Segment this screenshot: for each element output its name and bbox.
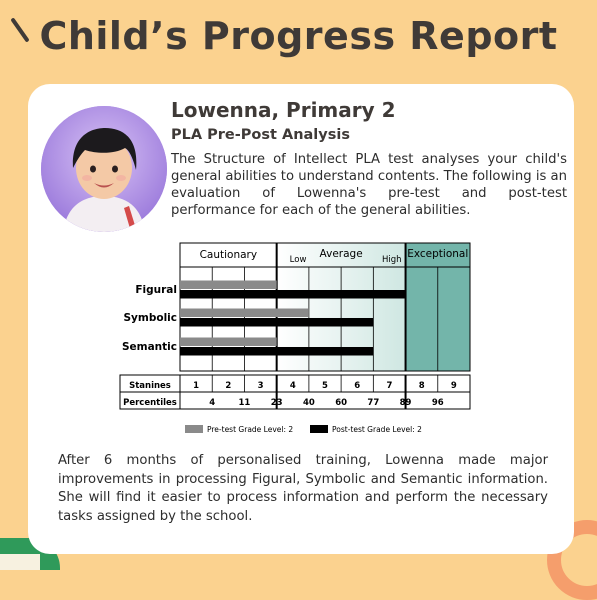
stanine-tick: 8 — [418, 381, 425, 391]
progress-chart — [115, 240, 485, 435]
percentile-tick: 96 — [431, 398, 444, 408]
category-label-figural: Figural — [135, 284, 177, 296]
percentile-tick: 4 — [209, 398, 216, 408]
stanine-tick: 1 — [193, 381, 200, 391]
student-name: Lowenna, Primary 2 — [171, 98, 396, 122]
stanines-label: Stanines — [129, 381, 171, 391]
student-photo — [41, 106, 167, 232]
book-page-decoration — [0, 554, 40, 570]
bar-post-test-figural — [180, 290, 406, 299]
stanine-tick: 6 — [354, 381, 361, 391]
report-title: Child’s Progress Report — [39, 14, 558, 58]
percentile-tick: 89 — [399, 398, 412, 408]
bar-post-test-symbolic — [180, 318, 373, 327]
band-sublabel-low: Low — [289, 255, 307, 265]
student-photo-illustration — [41, 106, 167, 232]
category-label-semantic: Semantic — [121, 341, 177, 353]
band-label-average: Average — [319, 248, 363, 260]
legend-swatch-pre-test — [185, 425, 203, 433]
percentile-tick: 23 — [270, 398, 283, 408]
legend-label-pre-test: Pre-test Grade Level: 2 — [207, 425, 294, 434]
bar-post-test-semantic — [180, 347, 373, 356]
percentile-tick: 40 — [302, 398, 315, 408]
band-label-cautionary: Cautionary — [199, 249, 258, 261]
category-label-symbolic: Symbolic — [123, 312, 177, 324]
analysis-title: PLA Pre-Post Analysis — [171, 127, 350, 143]
band-label-exceptional: Exceptional — [407, 248, 469, 260]
bar-pre-test-semantic — [180, 338, 277, 347]
stanine-tick: 9 — [450, 381, 457, 391]
stanine-tick: 4 — [289, 381, 296, 391]
stanine-tick: 5 — [322, 381, 328, 391]
percentile-tick: 77 — [367, 398, 380, 408]
stanine-tick: 2 — [225, 381, 232, 391]
summary-paragraph: After 6 months of personalised training, Lowenna made major improvements in processing Figural, Symbolic and Semantic information. She will find it easier to process information and perform the necessary tasks assigned by the school. — [58, 453, 548, 524]
bar-pre-test-figural — [180, 281, 277, 290]
bar-pre-test-symbolic — [180, 309, 309, 318]
legend-swatch-post-test — [310, 425, 328, 433]
legend-label-post-test: Post-test Grade Level: 2 — [332, 425, 422, 434]
percentile-tick: 60 — [335, 398, 348, 408]
percentiles-label: Percentiles — [123, 398, 177, 408]
percentile-tick: 11 — [238, 398, 251, 408]
band-sublabel-high: High — [382, 255, 402, 265]
stanine-tick: 7 — [386, 381, 393, 391]
stanine-tick: 3 — [257, 381, 264, 391]
intro-paragraph: The Structure of Intellect PLA test analyses your child's general abilities to understand contents. The following is an evaluation of Lowenna's pre-test and post-test performance for each of the general abilities. — [171, 152, 567, 218]
